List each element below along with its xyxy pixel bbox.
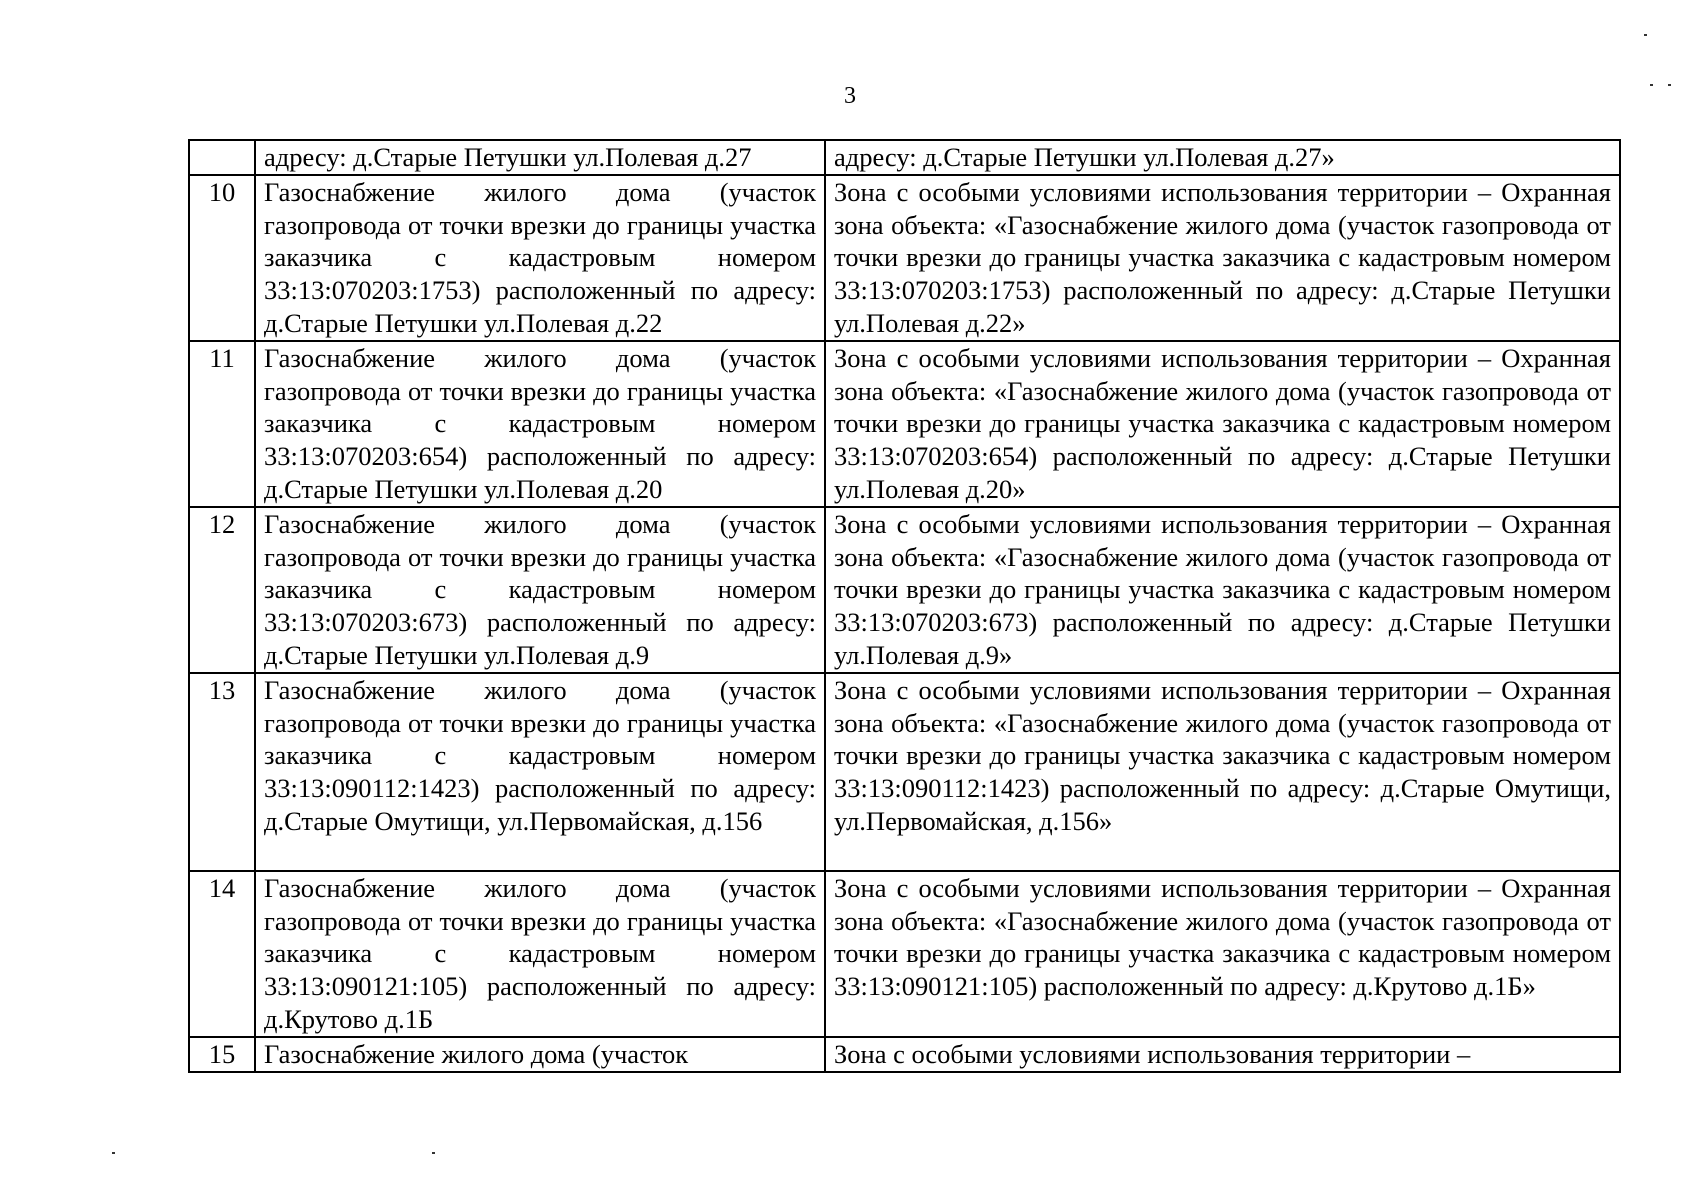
table-row	[189, 175, 1620, 341]
table-row	[189, 341, 1620, 507]
page-number: 3	[844, 83, 856, 109]
table-row	[189, 507, 1620, 673]
zone-description: Зона с особыми условиями использования территории – Охранная зона объекта: «Газоснабжение жилого дома (участок газопровода от точки врезки до границы участка заказчика с кадастровым номером 33:13:090112:1423) расположенный по адресу: д.Старые Омутищи, ул.Первомайская, д.156»	[825, 673, 1620, 871]
object-description: Газоснабжение жилого дома (участок газопровода от точки врезки до границы участка заказчика с кадастровым номером 33:13:090112:1423) расположенный по адресу: д.Старые Омутищи, ул.Первомайская, д.156	[255, 673, 825, 871]
table-row	[189, 1037, 1620, 1072]
table-row	[189, 673, 1620, 871]
table-row	[189, 871, 1620, 1037]
row-number: 15	[189, 1037, 255, 1072]
row-number: 12	[189, 507, 255, 673]
object-description: Газоснабжение жилого дома (участок газопровода от точки врезки до границы участка заказчика с кадастровым номером 33:13:070203:673) расположенный по адресу: д.Старые Петушки ул.Полевая д.9	[255, 507, 825, 673]
row-number	[189, 140, 255, 175]
zone-description: Зона с особыми условиями использования территории – Охранная зона объекта: «Газоснабжение жилого дома (участок газопровода от точки врезки до границы участка заказчика с кадастровым номером 33:13:070203:673) расположенный по адресу: д.Старые Петушки ул.Полевая д.9»	[825, 507, 1620, 673]
scan-speck	[1650, 84, 1653, 86]
object-description: Газоснабжение жилого дома (участок газопровода от точки врезки до границы участка заказчика с кадастровым номером 33:13:070203:654) расположенный по адресу: д.Старые Петушки ул.Полевая д.20	[255, 341, 825, 507]
object-description: Газоснабжение жилого дома (участок газопровода от точки врезки до границы участка заказчика с кадастровым номером 33:13:070203:1753) расположенный по адресу: д.Старые Петушки ул.Полевая д.22	[255, 175, 825, 341]
row-number: 10	[189, 175, 255, 341]
row-number: 11	[189, 341, 255, 507]
table-row	[189, 140, 1620, 175]
scan-speck	[432, 1152, 435, 1154]
object-description: адресу: д.Старые Петушки ул.Полевая д.27	[255, 140, 825, 175]
scan-speck	[1644, 34, 1647, 36]
zone-description: Зона с особыми условиями использования территории – Охранная зона объекта: «Газоснабжение жилого дома (участок газопровода от точки врезки до границы участка заказчика с кадастровым номером 33:13:070203:1753) расположенный по адресу: д.Старые Петушки ул.Полевая д.22»	[825, 175, 1620, 341]
zones-table	[188, 139, 1621, 1073]
row-number: 13	[189, 673, 255, 871]
scan-speck	[1668, 84, 1671, 86]
object-description: Газоснабжение жилого дома (участок	[255, 1037, 825, 1072]
zone-description: Зона с особыми условиями использования территории –	[825, 1037, 1620, 1072]
zone-description: адресу: д.Старые Петушки ул.Полевая д.27»	[825, 140, 1620, 175]
row-number: 14	[189, 871, 255, 1037]
zone-description: Зона с особыми условиями использования территории – Охранная зона объекта: «Газоснабжение жилого дома (участок газопровода от точки врезки до границы участка заказчика с кадастровым номером 33:13:070203:654) расположенный по адресу: д.Старые Петушки ул.Полевая д.20»	[825, 341, 1620, 507]
scan-speck	[112, 1152, 115, 1154]
zone-description: Зона с особыми условиями использования территории – Охранная зона объекта: «Газоснабжение жилого дома (участок газопровода от точки врезки до границы участка заказчика с кадастровым номером 33:13:090121:105) расположенный по адресу: д.Крутово д.1Б»	[825, 871, 1620, 1037]
object-description: Газоснабжение жилого дома (участок газопровода от точки врезки до границы участка заказчика с кадастровым номером 33:13:090121:105) расположенный по адресу: д.Крутово д.1Б	[255, 871, 825, 1037]
